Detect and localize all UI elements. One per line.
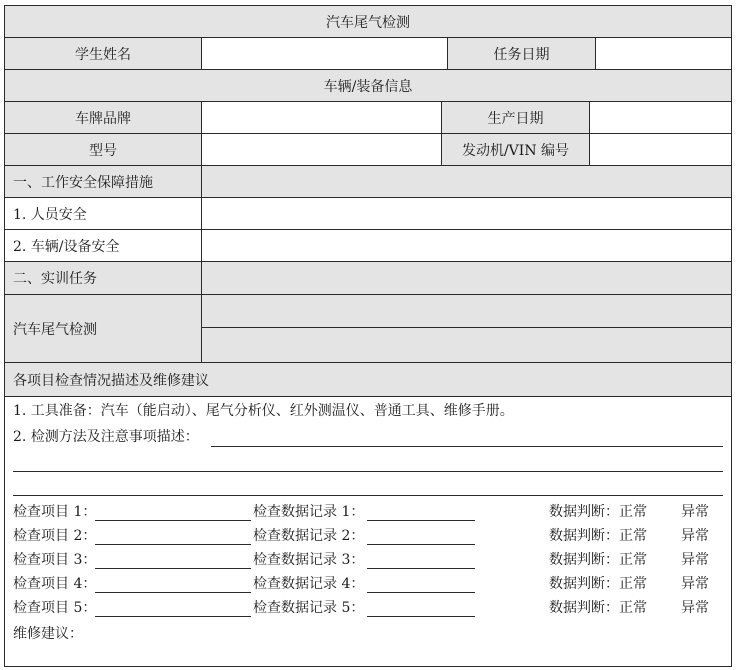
data-record-blank[interactable] — [367, 616, 475, 617]
data-record-blank[interactable] — [367, 568, 475, 569]
personnel-safety-field[interactable] — [202, 198, 731, 229]
student-row — [5, 38, 731, 70]
data-record-label: 检查数据记录 4： — [253, 576, 365, 592]
training-heading-row — [5, 262, 731, 295]
check-item-blank[interactable] — [95, 544, 251, 545]
repair-suggestion-label: 维修建议： — [13, 626, 83, 642]
title-row — [5, 6, 731, 38]
brand-label: 车牌品牌 — [5, 102, 202, 133]
judge-normal-label: 数据判断：正常 — [549, 528, 647, 544]
judge-abnormal-label: 异常 — [681, 552, 709, 568]
vehicle-row-1 — [5, 102, 731, 134]
judge-normal-label: 数据判断：正常 — [549, 600, 647, 616]
vehicle-safety-label: 2. 车辆/设备安全 — [5, 230, 202, 261]
inspection-form — [4, 5, 732, 667]
training-heading: 二、实训任务 — [5, 262, 202, 294]
check-item-label: 检查项目 2： — [13, 528, 97, 544]
training-task-label: 汽车尾气检测 — [5, 295, 202, 362]
judge-abnormal-label: 异常 — [681, 600, 709, 616]
inspection-heading-row — [5, 363, 731, 397]
task-date-field[interactable] — [596, 38, 731, 69]
data-record-label: 检查数据记录 5： — [253, 600, 365, 616]
check-item-label: 检查项目 3： — [13, 552, 97, 568]
student-name-label: 学生姓名 — [5, 38, 202, 69]
data-record-blank[interactable] — [367, 520, 475, 521]
engine-vin-field[interactable] — [590, 134, 731, 165]
engine-vin-label: 发动机/VIN 编号 — [442, 134, 590, 165]
judge-abnormal-label: 异常 — [681, 504, 709, 520]
judge-normal-label: 数据判断：正常 — [549, 552, 647, 568]
vehicle-header: 车辆/装备信息 — [5, 70, 731, 101]
training-task-row — [5, 295, 731, 363]
data-record-label: 检查数据记录 2： — [253, 528, 365, 544]
training-task-field-1[interactable] — [202, 295, 731, 328]
safety-heading-row — [5, 166, 731, 198]
vehicle-header-row — [5, 70, 731, 102]
model-label: 型号 — [5, 134, 202, 165]
check-item-blank[interactable] — [95, 616, 251, 617]
student-name-field[interactable] — [202, 38, 448, 69]
model-field[interactable] — [202, 134, 442, 165]
task-date-label: 任务日期 — [448, 38, 596, 69]
training-task-field-2[interactable] — [202, 328, 731, 362]
safety-heading-blank — [202, 166, 731, 197]
data-record-label: 检查数据记录 1： — [253, 504, 365, 520]
data-record-blank[interactable] — [367, 544, 475, 545]
vehicle-row-2 — [5, 134, 731, 166]
check-item-blank[interactable] — [95, 592, 251, 593]
brand-field[interactable] — [202, 102, 442, 133]
inspection-heading: 各项目检查情况描述及维修建议 — [5, 363, 731, 396]
vehicle-safety-field[interactable] — [202, 230, 731, 261]
method-description-line-1[interactable] — [211, 446, 723, 447]
judge-abnormal-label: 异常 — [681, 528, 709, 544]
data-record-label: 检查数据记录 3： — [253, 552, 365, 568]
vehicle-safety-row — [5, 230, 731, 262]
judge-normal-label: 数据判断：正常 — [549, 504, 647, 520]
personnel-safety-row — [5, 198, 731, 230]
form-title: 汽车尾气检测 — [5, 6, 731, 37]
method-description-label: 2. 检测方法及注意事项描述： — [13, 429, 199, 445]
method-description-line-2[interactable] — [13, 471, 723, 472]
check-item-blank[interactable] — [95, 520, 251, 521]
production-date-label: 生产日期 — [442, 102, 590, 133]
personnel-safety-label: 1. 人员安全 — [5, 198, 202, 229]
production-date-field[interactable] — [590, 102, 731, 133]
check-item-label: 检查项目 1： — [13, 504, 97, 520]
judge-abnormal-label: 异常 — [681, 576, 709, 592]
judge-normal-label: 数据判断：正常 — [549, 576, 647, 592]
safety-heading: 一、工作安全保障措施 — [5, 166, 202, 197]
check-item-label: 检查项目 5： — [13, 600, 97, 616]
check-item-blank[interactable] — [95, 568, 251, 569]
data-record-blank[interactable] — [367, 592, 475, 593]
check-item-label: 检查项目 4： — [13, 576, 97, 592]
training-heading-blank — [202, 262, 731, 294]
tools-preparation-text: 1. 工具准备：汽车（能启动）、尾气分析仪、红外测温仪、普通工具、维修手册。 — [13, 403, 514, 419]
method-description-line-3[interactable] — [13, 495, 723, 496]
